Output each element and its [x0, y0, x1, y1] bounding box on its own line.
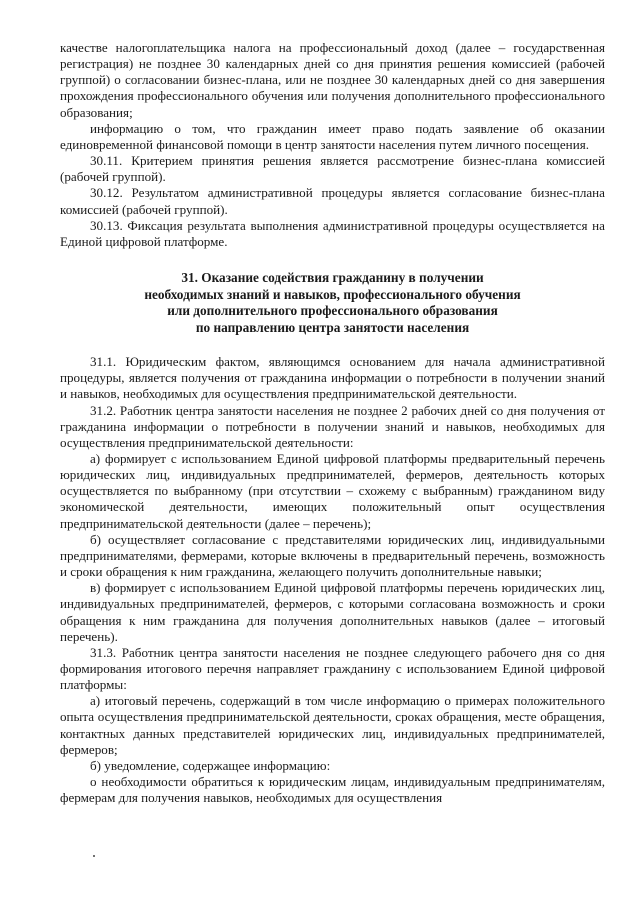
paragraph-31-2-v: в) формирует с использованием Единой цифровой платформы перечень юридических лиц, индивидуальных предпринимателей, фермеров, с которыми согласована возможность и сроки обращения к ним гражданина для получения дополнительных навыков (далее – итоговый перечень).	[60, 580, 605, 644]
paragraph-30-12: 30.12. Результатом административной процедуры является согласование бизнес-плана комиссией (рабочей группой).	[60, 185, 605, 217]
paragraph-30-13: 30.13. Фиксация результата выполнения административной процедуры осуществляется на Единой цифровой платформе.	[60, 217, 605, 249]
paragraph-continuation: качестве налогоплательщика налога на профессиональный доход (далее – государственная регистрация) не позднее 30 календарных дней со дня принятия решения комиссией (рабочей группой) о согласовании бизнес-плана, или не позднее 30 календарных дней со дня завершения прохождения профессионального обучения или получения дополнительного профессионального образования;	[60, 40, 605, 120]
paragraph-information-right: информацию о том, что гражданин имеет право подать заявление об оказании единовременной финансовой помощи в центр занятости населения путем личного посещения.	[60, 120, 605, 152]
paragraph-31-3-b: б) уведомление, содержащее информацию:	[90, 757, 331, 773]
paragraph-31-3-b-1: о необходимости обратиться к юридическим лицам, индивидуальным предпринимателям, фермерам для получения навыков, необходимых для осуществления	[60, 774, 605, 806]
section-heading-line: необходимых знаний и навыков, профессионального обучения	[144, 286, 521, 302]
paragraph-30-11: 30.11. Критерием принятия решения является рассмотрение бизнес-плана комиссией (рабочей группой).	[60, 153, 605, 185]
document-page	[60, 40, 605, 806]
paragraph-31-2-b: б) осуществляет согласование с представителями юридических лиц, индивидуальными предпринимателями, фермерами, которые включены в предварительный перечень, возможность и сроки обращения к ним гражданина, желающего получить дополнительные навыки;	[60, 531, 605, 580]
section-heading-line: по направлению центра занятости населения	[195, 319, 470, 335]
text-block-after	[60, 354, 605, 806]
paragraph-31-1: 31.1. Юридическим фактом, являющимся основанием для начала административной процедуры, является получения от гражданина информации о потребности в получении знаний и навыков, необходимых для осуществления предпринимательской деятельности.	[60, 354, 605, 402]
scan-speck	[93, 855, 95, 857]
text-block-before	[60, 40, 605, 250]
section-heading-line: или дополнительного профессионального образования	[167, 303, 498, 319]
section-heading-line: 31. Оказание содействия гражданину в получении	[181, 270, 484, 286]
section-heading	[60, 270, 605, 336]
paragraph-31-3: 31.3. Работник центра занятости населения не позднее следующего рабочего дня со дня формирования итогового перечня направляет гражданину с использованием Единой цифровой платформы:	[60, 644, 605, 693]
paragraph-31-2: 31.2. Работник центра занятости населения не позднее 2 рабочих дней со дня получения от гражданина информации о потребности в получении знаний и навыков, необходимых для осуществления предпринимательской деятельности:	[60, 402, 605, 450]
paragraph-31-2-a: а) формирует с использованием Единой цифровой платформы предварительный перечень юридических лиц, индивидуальных предпринимателей, фермеров, деятельность которых осуществляется по выбранному (при отсутствии – схожему с выбранным) гражданином виду экономической деятельности, имеющих положительный опыт осуществления предпринимательской деятельности (далее – перечень);	[60, 450, 605, 531]
paragraph-31-3-a: а) итоговый перечень, содержащий в том числе информацию о примерах положительного опыта осуществления предпринимательской деятельности, сроках обращения, месте обращения, контактных данных представителей юридических лиц, индивидуальных предпринимателей, фермеров;	[60, 693, 605, 757]
